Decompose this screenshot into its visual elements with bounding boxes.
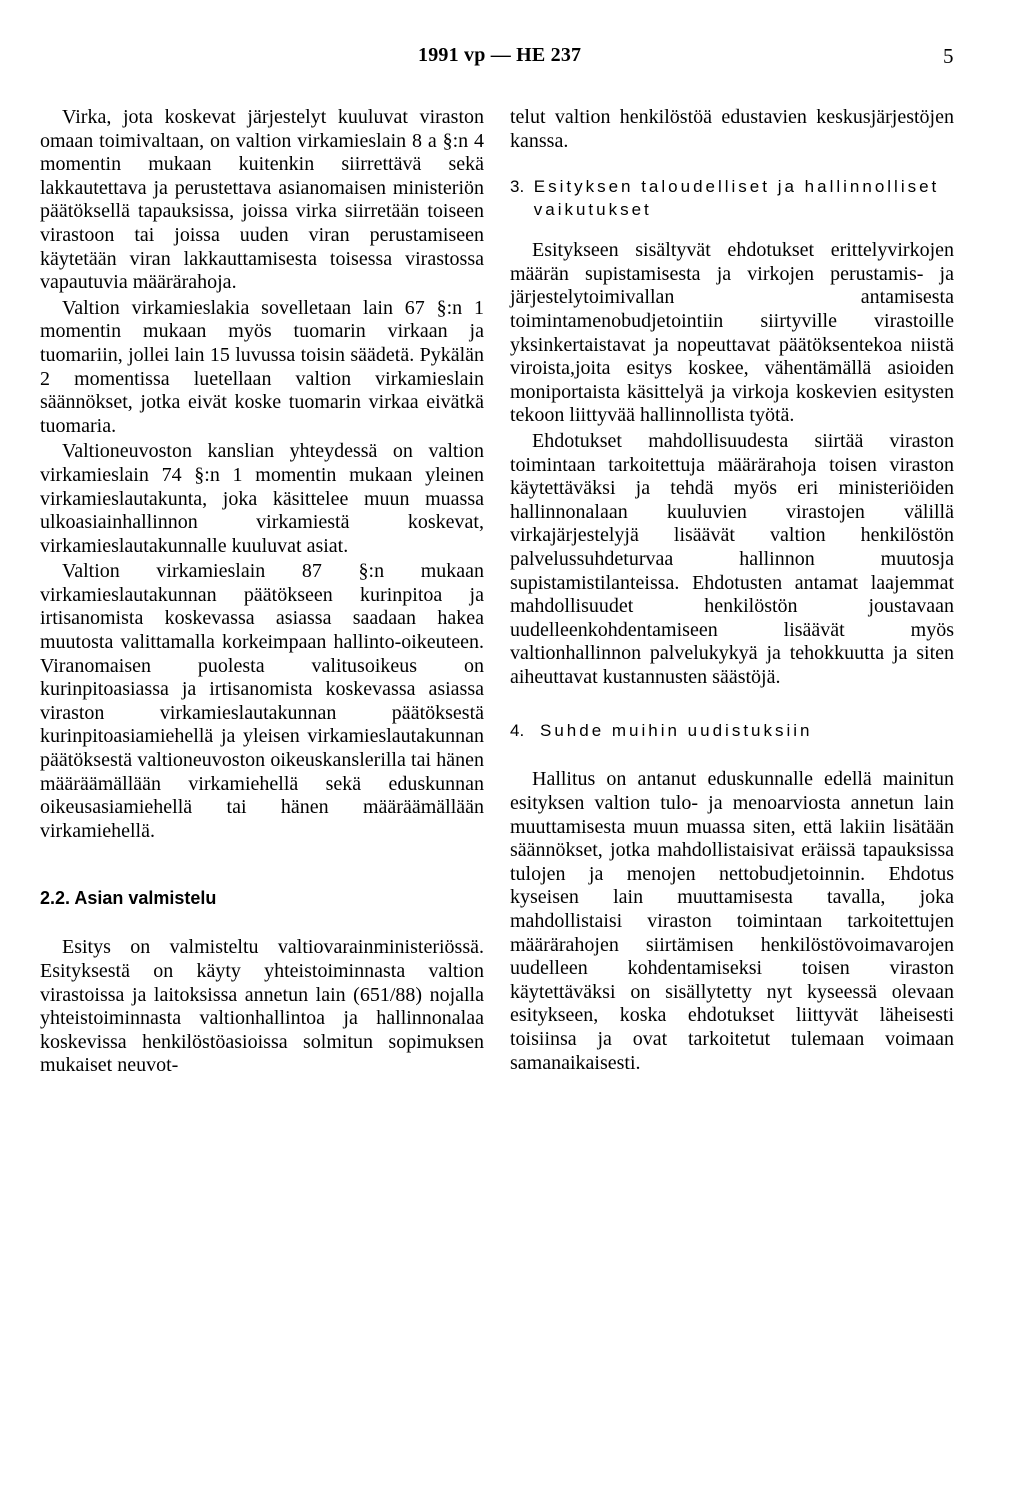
left-column <box>40 106 484 1078</box>
page-header <box>0 44 1024 74</box>
section-title: Suhde muihin uudistuksiin <box>540 721 813 741</box>
right-column <box>510 106 954 1075</box>
paragraph: Valtion virkamieslakia sovelletaan lain 67 §:n 1 momentin mukaan myös tuomarin virkaan ja tuomariin, jollei lain 15 luvussa toisin säädetä. Pykälän 2 momentissa luetellaan valtion virkamieslain säännökset, jotka eivät koske tuomarin virkaa eivätkä tuomaria. <box>40 296 484 437</box>
section-number: 4. <box>510 721 525 741</box>
running-head: 1991 vp — HE 237 <box>418 44 582 66</box>
paragraph: Hallitus on antanut eduskunnalle edellä mainitun esityksen valtion tulo- ja menoarviosta annetun lain muuttamisesta muun muassa siten, että lakiin lisätään säännökset, jotka mahdollistaisivat eräissä tapauksissa tulojen ja menojen nettobudjetoinnin. Ehdotus kyseisen lain muuttamisesta tavalla, joka mahdollistaisi viraston toimintaan tarkoitettujen määrärahojen siirtämisen henkilöstövoimavarojen uudelleen kohdentamiseksi toisen viraston käytettäväksi on sisällytetty nyt kyseessä olevaan esitykseen, koska ehdotukset liittyvät läheisesti toisiinsa ja ovat tarkoitetut tulemaan voimaan samanaikaisesti. <box>510 768 954 1074</box>
section-number: 3. <box>510 177 525 197</box>
section-heading-3 <box>510 175 954 221</box>
section-title: Esityksen taloudelliset ja hallinnolliset vaikutukset <box>533 177 940 220</box>
paragraph: Esitykseen sisältyvät ehdotukset erittelyvirkojen määrän supistamisesta ja virkojen perustamis- ja järjestelytoimivallan antamisesta toimintamenobudjetointiin siirtyville virastoille yksinkertaistavat ja nopeuttavat päätöksentekoa niistä viroista,joita esitys koskee, vähentämällä asioiden moniportaista käsittelyä ja virkoja koskevien esitysten tekoon liittyvää hallinnollista työtä. <box>510 239 954 427</box>
paragraph: Virka, jota koskevat järjestelyt kuuluvat viraston omaan toimivaltaan, on valtion virkamieslain 8 a §:n 4 momentin mukaan kuitenkin siirrettävä sekä lakkautettava ja perustettava asianomaisen ministeriön päätöksellä tapauksissa, joissa virka siirretään toiseen virastoon tai joissa uuden viran perustamiseen käytetään viran lakkauttamisesta toisessa virastossa vapautuvia määrärahoja. <box>40 106 484 294</box>
section-heading-2-2: 2.2. Asian valmistelu <box>40 888 217 909</box>
page-number: 5 <box>943 44 954 68</box>
paragraph-continued: telut valtion henkilöstöä edustavien keskusjärjestöjen kanssa. <box>510 106 954 152</box>
paragraph: Valtioneuvoston kanslian yhteydessä on valtion virkamieslain 74 §:n 1 momentin mukaan yleinen virkamieslautakunta, joka käsittelee muun muassa ulkoasiainhallinnon virkamiestä koskevat, virkamieslautakunnalle kuuluvat asiat. <box>40 440 484 557</box>
paragraph: Ehdotukset mahdollisuudesta siirtää viraston toimintaan tarkoitettuja määrärahoja toisen viraston käytettäväksi ja tehdä myös eri ministeriöiden hallinnonalaan kuuluvien virastojen välillä virkajärjestelyjä lisäävät valtion henkilöstön palvelussuhdeturvaa hallinnon muutosja supistamistilanteissa. Ehdotusten antamat laajemmat mahdollisuudet henkilöstön joustavaan uudelleenkohdentamiseen lisäävät myös valtionhallinnon palvelukykyä ja tehokkuutta ja siten aiheuttavat kustannusten säästöjä. <box>510 429 954 688</box>
section-heading-4 <box>510 719 954 742</box>
paragraph: Esitys on valmisteltu valtiovarainministeriössä. Esityksestä on käyty yhteistoiminnasta valtion virastoissa ja laitoksissa annetun lain (651/88) nojalla yhteistoiminnasta valtionhallintoa ja hallinnonalaa koskevissa henkilöstöasioissa solmitun sopimuksen mukaiset neuvot- <box>40 936 484 1077</box>
paragraph: Valtion virkamieslain 87 §:n mukaan virkamieslautakunnan päätökseen kurinpitoa ja irtisanomista koskevassa asiassa saadaan hakea muutosta valittamalla korkeimpaan hallinto-oikeuteen. Viranomaisen puolesta valitusoikeus on kurinpitoasiassa ja irtisanomista koskevassa asiassa viraston virkamieslautakunnan päätöksestä kurinpitoasiamiehellä ja yleisen virkamieslautakunnan päätöksestä valtioneuvoston oikeuskanslerilla tai hänen määräämällään virkamiehellä sekä eduskunnan oikeusasiamiehellä tai hänen määräämällään virkamiehellä. <box>40 560 484 842</box>
